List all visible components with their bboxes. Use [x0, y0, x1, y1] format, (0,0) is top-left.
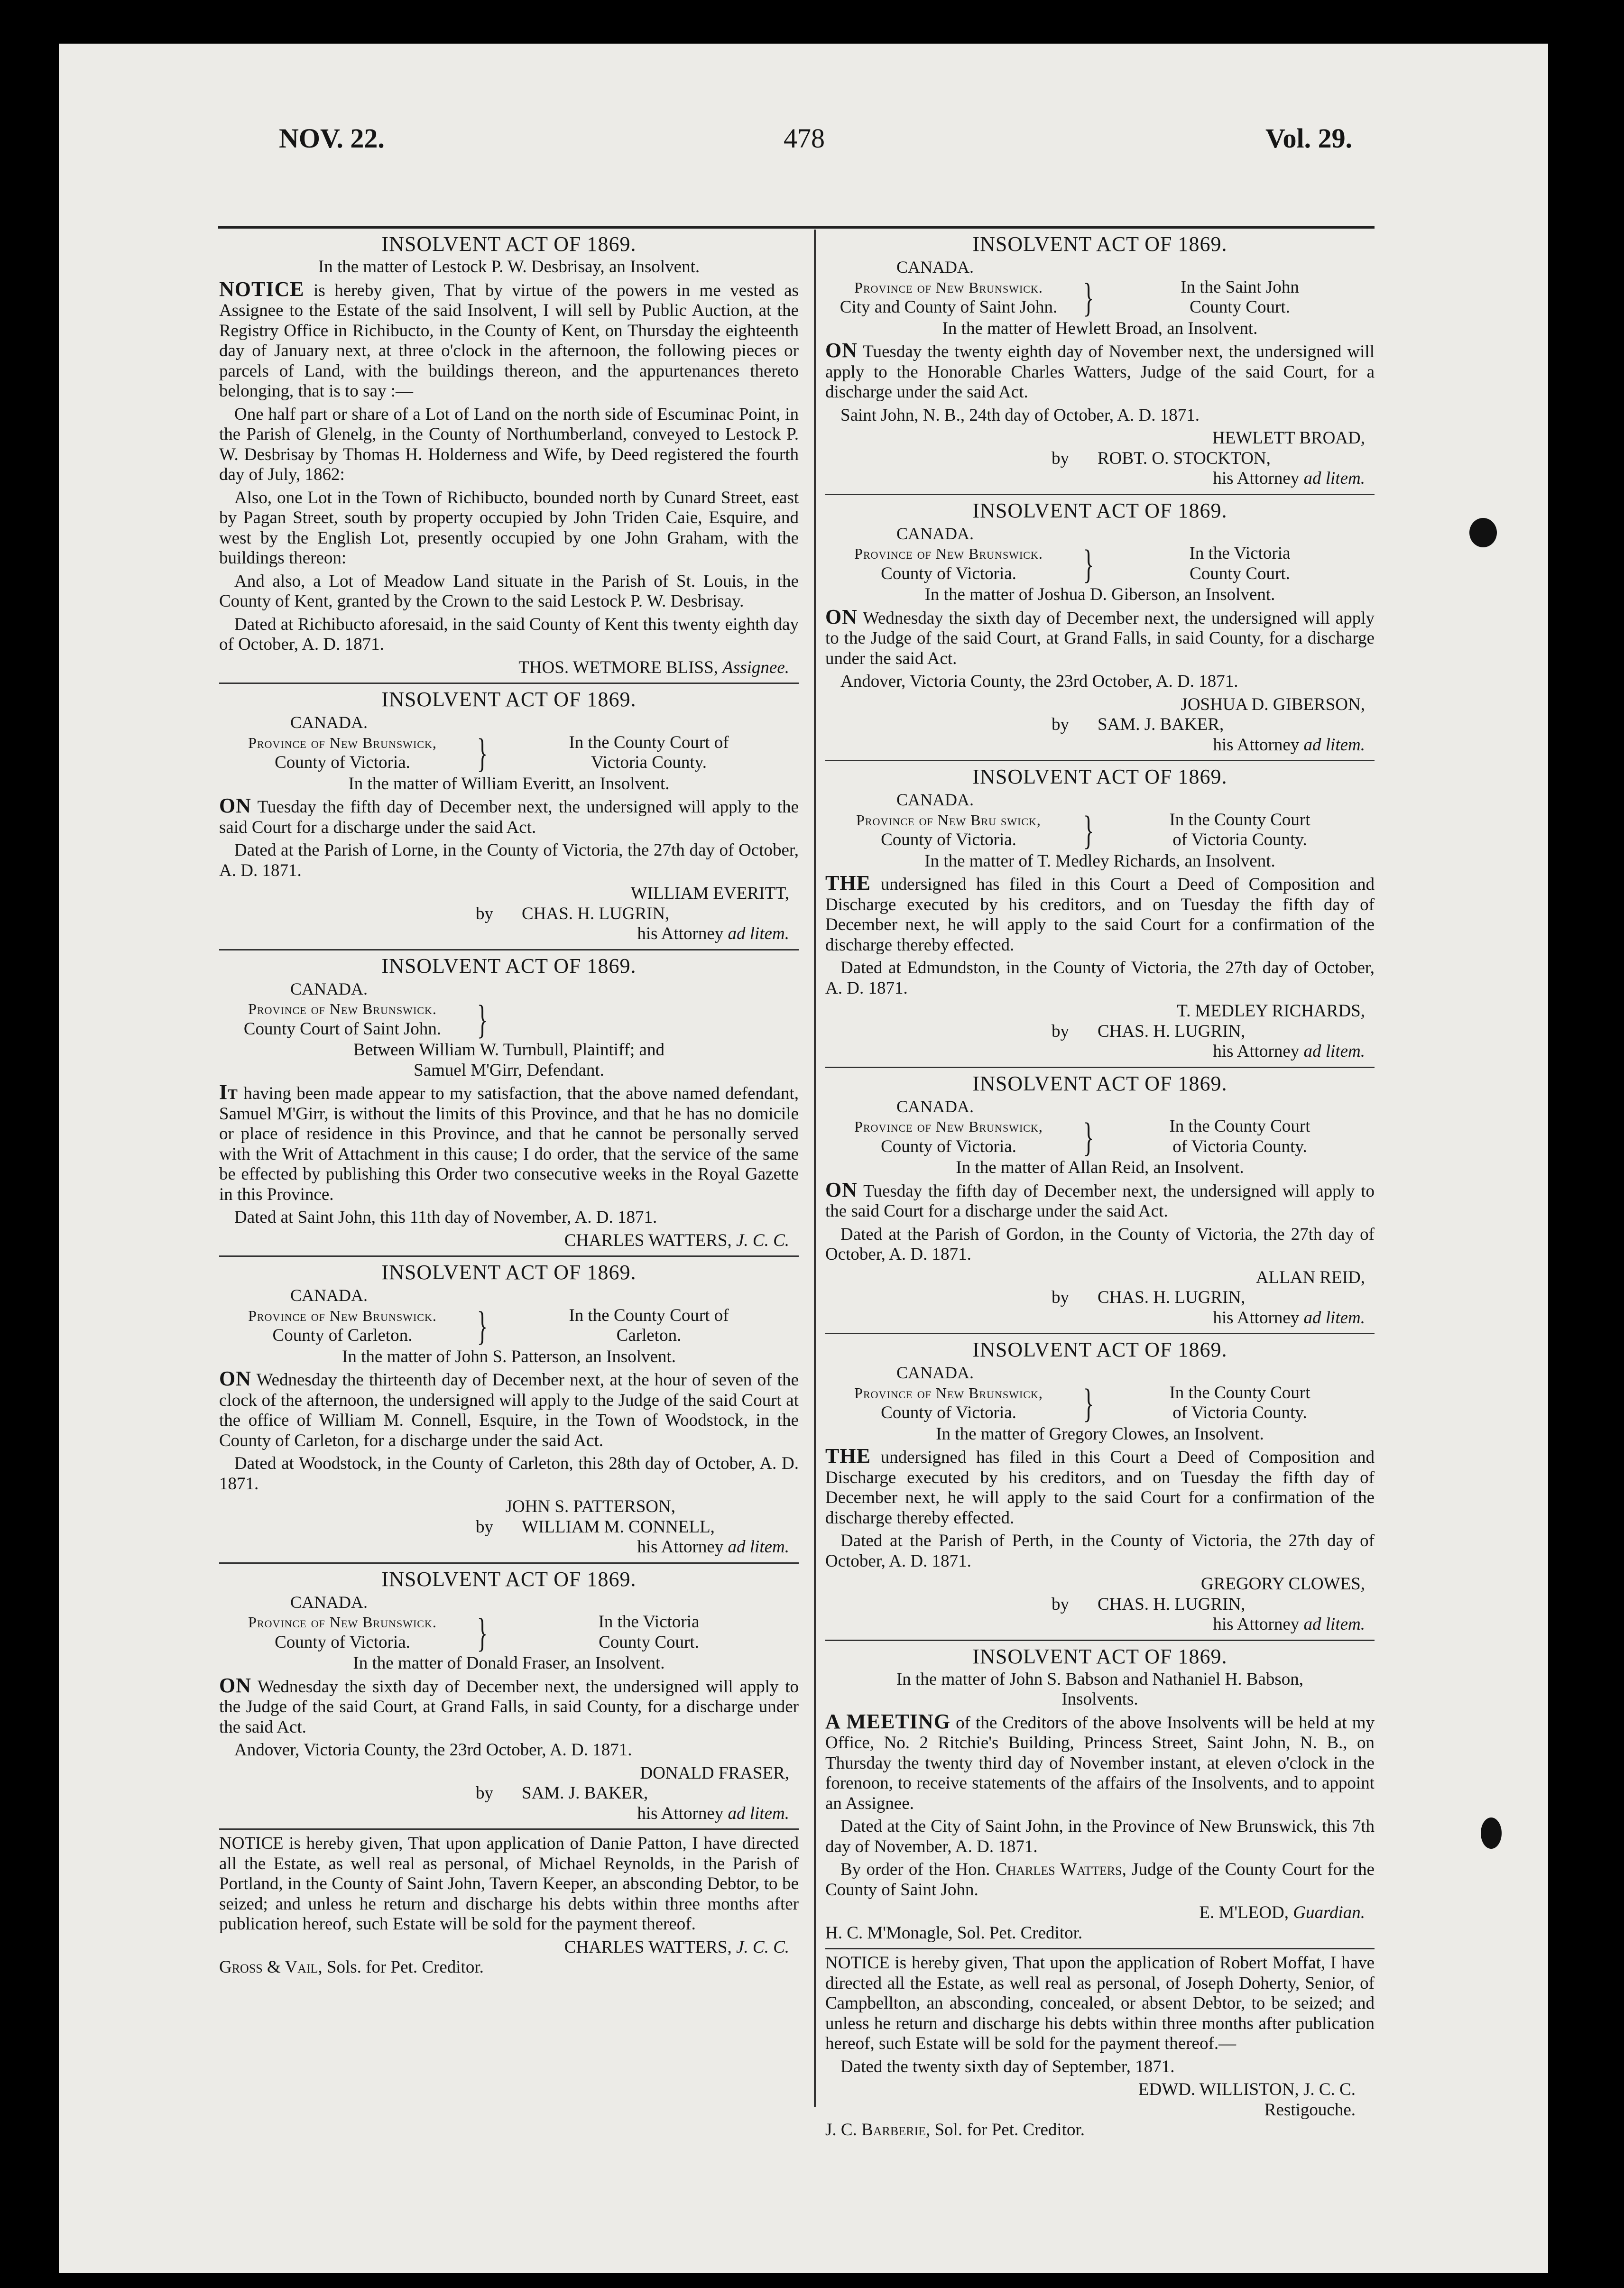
notice-richards: [825, 765, 1375, 1062]
notice-everitt: [219, 688, 799, 944]
brace-icon: }: [1083, 807, 1094, 853]
notice-matter: In the matter of Gregory Clowes, an Insolvent.: [936, 1424, 1264, 1444]
court-block: Province of New Brunswick, County of Victoria. } In the County Court of Victoria County.: [854, 1380, 1310, 1426]
signature-attorney: by WILLIAM M. CONNELL,: [476, 1517, 715, 1537]
brace-icon: }: [1083, 1380, 1094, 1426]
notice-date: Dated at Woodstock, in the County of Carleton, this 28th day of October, A. D. 1871.: [219, 1454, 799, 1494]
notice-patterson: [219, 1261, 799, 1558]
court-block: Province of New Brunswick, County of Victoria. } In the County Court of Victoria County.: [248, 730, 729, 775]
attorney-line: his Attorney ad litem.: [637, 1803, 789, 1823]
notice-body: ON Wednesday the sixth day of December next, the undersigned will apply to the Judge of the said Court, at Grand Falls, in said County, for a discharge under the said Act.: [825, 605, 1375, 668]
canada-heading: CANADA.: [896, 258, 974, 277]
signature-attorney: by SAM. J. BAKER,: [476, 1783, 648, 1803]
notice-title: INSOLVENT ACT OF 1869.: [381, 1567, 637, 1591]
notice-matter: In the matter of T. Medley Richards, an Insolvent.: [924, 851, 1275, 871]
signature-name: HEWLETT BROAD,: [1212, 428, 1365, 448]
brace-icon: }: [477, 1609, 488, 1655]
signature-name: GREGORY CLOWES,: [1200, 1574, 1365, 1594]
notice-date: Andover, Victoria County, the 23rd October, A. D. 1871.: [840, 672, 1238, 691]
signature: THOS. WETMORE BLISS, Assignee.: [518, 657, 789, 677]
notice-matter: In the matter of Hewlett Broad, an Insolvent.: [942, 318, 1258, 338]
notice-title: INSOLVENT ACT OF 1869.: [381, 1261, 637, 1284]
section-rule: [219, 1255, 799, 1257]
right-column: [825, 230, 1375, 2140]
notice-body: ON Tuesday the twenty eighth day of November next, the undersigned will apply to the Honorable Charles Watters, Judge of the said Court, for a discharge under the said Act.: [825, 339, 1375, 402]
signature-attorney: by CHAS. H. LUGRIN,: [1052, 1594, 1246, 1614]
notice-body: A MEETING of the Creditors of the above Insolvents will be held at my Office, No. 2 Ritchie's Building, Princess Street, Saint John, N. B., on Thursday the twenty third day of November instant, at eleven o'clock in the forenoon, to receive statements of the affairs of the Insolvents, and to appoint an Assignee.: [825, 1709, 1375, 1813]
notice-giberson: [825, 499, 1375, 756]
notice-title: INSOLVENT ACT OF 1869.: [972, 765, 1227, 788]
header-date: NOV. 22.: [279, 123, 385, 154]
attorney-line: his Attorney ad litem.: [1213, 1042, 1365, 1061]
notice-reynolds: [219, 1834, 799, 1978]
signature-name: ALLAN REID,: [1255, 1267, 1365, 1287]
signature-name: WILLIAM EVERITT,: [630, 884, 789, 903]
canada-heading: CANADA.: [290, 979, 368, 998]
section-rule: [219, 1562, 799, 1564]
brace-icon: }: [1083, 1114, 1094, 1160]
brace-icon: }: [1083, 275, 1094, 320]
signature-attorney: by SAM. J. BAKER,: [1052, 715, 1224, 734]
notice-date: Dated at Edmundston, in the County of Victoria, the 27th day of October, A. D. 1871.: [825, 958, 1375, 998]
canada-heading: CANADA.: [896, 1097, 974, 1116]
notice-body: ON Tuesday the fifth day of December next, the undersigned will apply to the said Court for a discharge under the said Act.: [219, 794, 799, 837]
court-block: Province of New Brunswick, County of Victoria. } In the County Court of Victoria County.: [854, 1114, 1310, 1160]
court-block: Province of New Brunswick. County of Carleton. } In the County Court of Carleton.: [248, 1303, 729, 1348]
section-rule: [825, 494, 1375, 495]
notice-date: Dated at the Parish of Lorne, in the County of Victoria, the 27th day of October, A. D. 1871.: [219, 840, 799, 880]
notice-matter: In the matter of Joshua D. Giberson, an Insolvent.: [924, 585, 1275, 604]
column-divider: [814, 230, 816, 2107]
notice-body: ON Wednesday the thirteenth day of December next, at the hour of seven of the clock of the afternoon, the undersigned will apply to the Judge of the said Court at the office of William M. Connell, Esquire, in the Town of Woodstock, in the County of Carleton, for a discharge under the said Act.: [219, 1367, 799, 1450]
attorney-line: his Attorney ad litem.: [637, 924, 789, 943]
court-block: Province of New Brunswick. County of Victoria. } In the Victoria County Court.: [854, 541, 1291, 587]
header-rule: [218, 226, 1375, 229]
signature-attorney: by CHAS. H. LUGRIN,: [1052, 1288, 1246, 1307]
ink-blot: [1469, 518, 1497, 547]
notice-matter: Insolvents.: [1061, 1689, 1138, 1709]
signature-attorney: by ROBT. O. STOCKTON,: [1052, 448, 1271, 468]
notice-body: Also, one Lot in the Town of Richibucto, bounded north by Cunard Street, east by Pagan Street, south by property occupied by John Triden Caie, Esquire, and west by the English Lot, presently occupied by one John Graham, with the buildings thereon:: [219, 488, 799, 568]
signature-location: Restigouche.: [1264, 2100, 1356, 2120]
signature: E. M'LEOD, Guardian.: [1199, 1903, 1365, 1922]
section-rule: [825, 760, 1375, 761]
signature-name: JOSHUA D. GIBERSON,: [1181, 694, 1365, 714]
notice-desbrisay: [219, 232, 799, 678]
brace-icon: }: [477, 996, 488, 1042]
notice-matter: In the matter of Donald Fraser, an Insolvent.: [353, 1653, 665, 1673]
signature-name: DONALD FRASER,: [640, 1763, 789, 1783]
notice-body: ON Tuesday the fifth day of December next, the undersigned will apply to the said Court for a discharge under the said Act.: [825, 1178, 1375, 1221]
notice-date: Dated at the Parish of Perth, in the County of Victoria, the 27th day of October, A. D. 1871.: [825, 1531, 1375, 1571]
notice-title: INSOLVENT ACT OF 1869.: [381, 232, 637, 256]
left-column: [219, 230, 799, 1978]
notice-body: ON Wednesday the sixth day of December next, the undersigned will apply to the Judge of the said Court, at Grand Falls, in said County, for a discharge under the said Act.: [219, 1673, 799, 1737]
brace-icon: }: [1083, 541, 1094, 587]
notice-date: Andover, Victoria County, the 23rd October, A. D. 1871.: [234, 1740, 632, 1760]
notice-fraser: [219, 1568, 799, 1824]
notice-title: INSOLVENT ACT OF 1869.: [972, 498, 1227, 522]
notice-title: INSOLVENT ACT OF 1869.: [381, 954, 637, 978]
signature-attorney: by CHAS. H. LUGRIN,: [1052, 1021, 1246, 1041]
notice-order: By order of the Hon. Charles Watters, Judge of the County Court for the County of Saint John.: [825, 1860, 1375, 1900]
brace-icon: }: [477, 730, 488, 775]
court-block: Province of New Brunswick. County of Victoria. } In the Victoria County Court.: [248, 1609, 700, 1655]
attorney-line: his Attorney ad litem.: [1213, 469, 1365, 488]
notice-parties: Samuel M'Girr, Defendant.: [414, 1060, 604, 1080]
canada-heading: CANADA.: [290, 713, 368, 732]
section-rule: [219, 1828, 799, 1830]
notice-doherty: [825, 1953, 1375, 2140]
solicitor-line: J. C. Barberie, Sol. for Pet. Creditor.: [825, 2120, 1085, 2140]
notice-body: THE undersigned has filed in this Court a Deed of Composition and Discharge executed by his creditors, and on Tuesday the fifth day of December next, he will apply to the said Court for a confirmation of the discharge thereby effected.: [825, 1444, 1375, 1528]
notice-title: INSOLVENT ACT OF 1869.: [972, 1644, 1227, 1668]
court-block: Province of New Brunswick. County Court of Saint John. }: [219, 999, 799, 1039]
canada-heading: CANADA.: [290, 1286, 368, 1305]
signature: CHARLES WATTERS, J. C. C.: [564, 1937, 789, 1957]
header-volume: Vol. 29.: [1265, 123, 1353, 154]
attorney-line: his Attorney ad litem.: [637, 1537, 789, 1557]
court-block: Province of New Bru swick, County of Victoria. } In the County Court of Victoria County.: [856, 807, 1310, 853]
notice-body: THE undersigned has filed in this Court a Deed of Composition and Discharge executed by his creditors, and on Tuesday the fifth day of December next, he will apply to the said Court for a confirmation of the discharge thereby effected.: [825, 871, 1375, 955]
notice-clowes: [825, 1338, 1375, 1635]
canada-heading: CANADA.: [896, 790, 974, 809]
notice-reid: [825, 1072, 1375, 1329]
notice-title: INSOLVENT ACT OF 1869.: [381, 688, 637, 711]
section-rule: [219, 949, 799, 950]
section-rule: [825, 1333, 1375, 1334]
solicitor-line: H. C. M'Monagle, Sol. Pet. Creditor.: [825, 1923, 1083, 1943]
signature: EDWD. WILLISTON, J. C. C.: [1138, 2080, 1356, 2099]
notice-body: NOTICE is hereby given, That upon application of Danie Patton, I have directed all the Estate, as well real as personal, of Michael Reynolds, in the Parish of Portland, in the County of Saint John, Tavern Keeper, an absconding Debtor, to be seized; and unless he return and discharge his debts within three months after publication hereof, such Estate will be sold for the payment thereof.: [219, 1834, 799, 1934]
attorney-line: his Attorney ad litem.: [1213, 735, 1365, 755]
notice-body: NOTICE is hereby given, That upon the application of Robert Moffat, I have directed all the Estate, as well real as personal, of Joseph Doherty, Senior, of Campbellton, an absconding, concealed, or absent Debtor, to be seized; and unless he return and discharge his debts within three months after publication hereof, such Estate will be sold for the payment thereof.—: [825, 1953, 1375, 2053]
signature-name: T. MEDLEY RICHARDS,: [1177, 1001, 1365, 1021]
notice-parties: Between William W. Turnbull, Plaintiff; and: [353, 1040, 664, 1060]
notice-title: INSOLVENT ACT OF 1869.: [972, 1071, 1227, 1095]
notice-turnbull: [219, 954, 799, 1251]
solicitor-line: Gross & Vail, Sols. for Pet. Creditor.: [219, 1957, 484, 1977]
canada-heading: CANADA.: [896, 1363, 974, 1382]
notice-title: INSOLVENT ACT OF 1869.: [972, 1338, 1227, 1361]
notice-body: NOTICE is hereby given, That by virtue of the powers in me vested as Assignee to the Estate of the said Insolvent, I will sell by Public Auction, at the Registry Office in Richibucto, in the County of Kent, on Thursday the eighteenth day of January next, at three o'clock in the afternoon, the following pieces or parcels of Land, with the buildings thereon, and the appurtenances thereto belonging, that is to say :—: [219, 277, 799, 401]
header-page-number: 478: [784, 123, 825, 154]
canada-heading: CANADA.: [290, 1592, 368, 1612]
notice-matter: In the matter of John S. Babson and Nathaniel H. Babson,: [896, 1669, 1304, 1689]
signature-name: JOHN S. PATTERSON,: [505, 1497, 675, 1516]
notice-date: Dated at Richibucto aforesaid, in the said County of Kent this twenty eighth day of October, A. D. 1871.: [219, 614, 799, 654]
notice-matter: In the matter of Lestock P. W. Desbrisay, an Insolvent.: [318, 257, 700, 277]
attorney-line: his Attorney ad litem.: [1213, 1615, 1365, 1634]
section-rule: [825, 1067, 1375, 1068]
notice-matter: In the matter of Allan Reid, an Insolvent.: [956, 1158, 1244, 1177]
notice-body: It having been made appear to my satisfaction, that the above named defendant, Samuel M'Girr, is without the limits of this Province, and that he has no domicile or place of residence in this Province, and that he cannot be personally served with the Writ of Attachment in this cause; I do order, that the service of the same be effected by publishing this Order two consecutive weeks in the Royal Gazette in this Province.: [219, 1080, 799, 1204]
signature: CHARLES WATTERS, J. C. C.: [564, 1230, 789, 1250]
section-rule: [219, 683, 799, 684]
canada-heading: CANADA.: [896, 524, 974, 543]
notice-matter: In the matter of John S. Patterson, an Insolvent.: [342, 1347, 676, 1366]
notice-broad: [825, 232, 1375, 489]
notice-title: INSOLVENT ACT OF 1869.: [972, 232, 1227, 256]
notice-date: Dated at Saint John, this 11th day of November, A. D. 1871.: [234, 1208, 657, 1227]
court-block: Province of New Brunswick. City and County of Saint John. } In the Saint John County Court.: [840, 275, 1299, 320]
notice-matter: In the matter of William Everitt, an Insolvent.: [348, 774, 670, 793]
notice-body: And also, a Lot of Meadow Land situate in the Parish of St. Louis, in the County of Kent, granted by the Crown to the said Lestock P. W. Desbrisay.: [219, 571, 799, 611]
notice-date: Dated the twenty sixth day of September, 1871.: [840, 2057, 1175, 2076]
section-rule: [825, 1640, 1375, 1641]
notice-body: One half part or share of a Lot of Land on the north side of Escuminac Point, in the Parish of Glenelg, in the County of Northumberland, conveyed to Lestock P. W. Desbrisay by Thomas H. Holderness and Wife, by Deed registered the fourth day of July, 1862:: [219, 404, 799, 484]
notice-lead: NOTICE: [219, 277, 304, 301]
ink-blot: [1481, 1817, 1502, 1849]
signature-attorney: by CHAS. H. LUGRIN,: [476, 904, 670, 923]
section-rule: [825, 1948, 1375, 1949]
notice-date: Saint John, N. B., 24th day of October, A. D. 1871.: [840, 405, 1200, 425]
notice-date: Dated at the Parish of Gordon, in the County of Victoria, the 27th day of October, A. D. 1871.: [825, 1224, 1375, 1264]
notice-babson: [825, 1645, 1375, 1944]
attorney-line: his Attorney ad litem.: [1213, 1308, 1365, 1328]
brace-icon: }: [477, 1303, 488, 1348]
notice-date: Dated at the City of Saint John, in the Province of New Brunswick, this 7th day of November, A. D. 1871.: [825, 1817, 1375, 1856]
